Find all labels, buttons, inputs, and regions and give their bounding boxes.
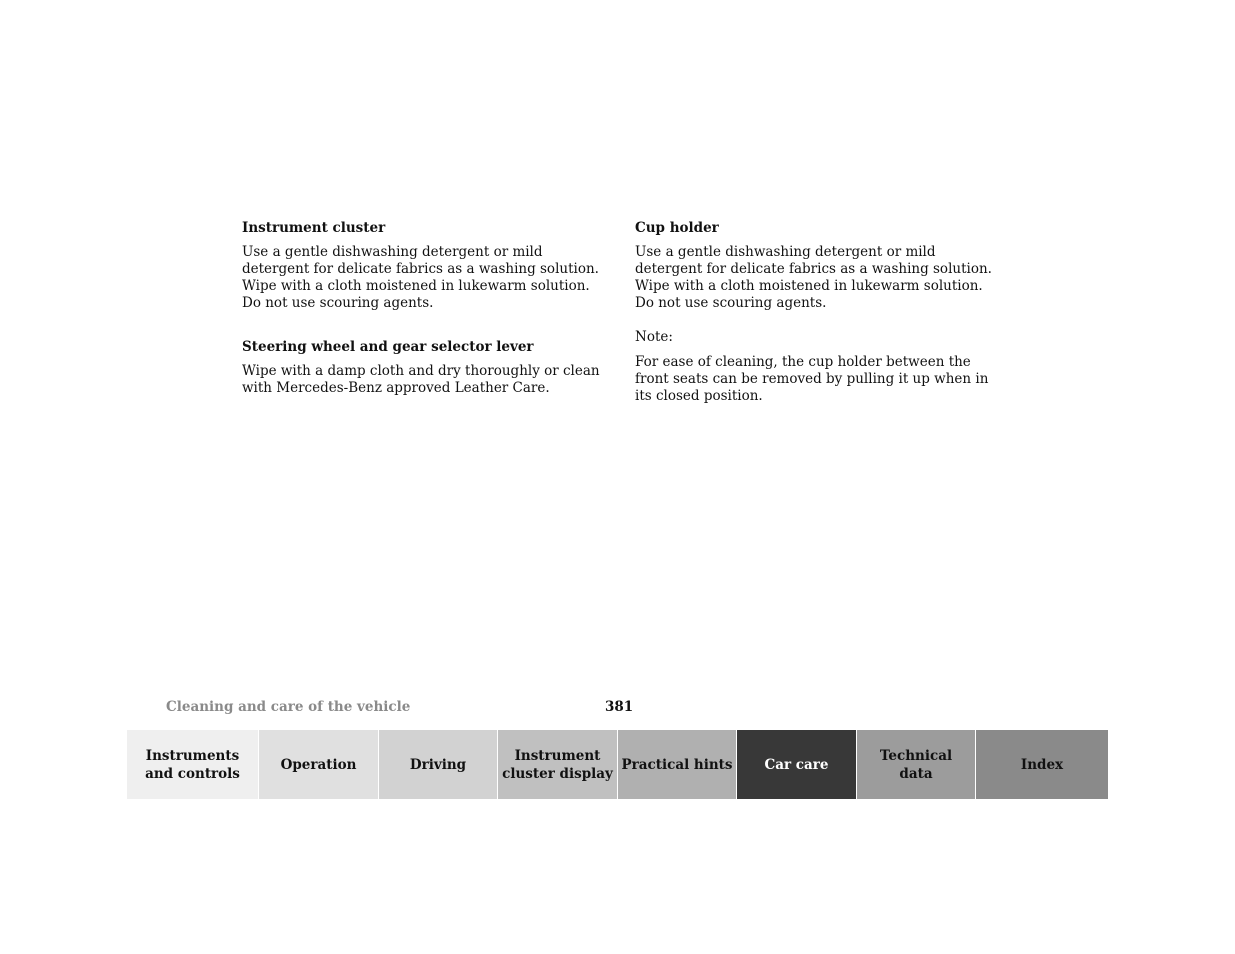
cup-holder-text: Use a gentle dishwashing detergent or mild detergent for delicate fabrics as a washing solution. Wipe with a cloth moistened in lukewarm solution. Do not use scouring agents. xyxy=(635,244,992,311)
tab-driving[interactable]: Driving xyxy=(379,730,498,799)
tab-index[interactable]: Index xyxy=(976,730,1108,799)
cup-holder-heading: Cup holder xyxy=(635,220,719,236)
tab-practical-hints[interactable]: Practical hints xyxy=(618,730,737,799)
instrument-cluster-text: Use a gentle dishwashing detergent or mild detergent for delicate fabrics as a washing solution. Wipe with a cloth moistened in lukewarm solution. Do not use scouring agents. xyxy=(242,244,599,311)
note-label: Note: xyxy=(635,329,673,345)
tab-technical-data[interactable]: Technical data xyxy=(857,730,976,799)
instrument-cluster-heading: Instrument cluster xyxy=(242,220,386,236)
right-column xyxy=(635,219,995,405)
steering-wheel-heading: Steering wheel and gear selector lever xyxy=(242,339,534,355)
tab-car-care[interactable]: Car care xyxy=(737,730,857,799)
tab-operation[interactable]: Operation xyxy=(259,730,379,799)
tab-instrument-cluster-display[interactable]: Instrument cluster display xyxy=(498,730,618,799)
tab-instruments-and-controls[interactable]: Instruments and controls xyxy=(127,730,259,799)
page-number: 381 xyxy=(605,699,634,715)
steering-wheel-text: Wipe with a damp cloth and dry thoroughly or clean with Mercedes-Benz approved Leather Care. xyxy=(242,363,600,396)
note-text: For ease of cleaning, the cup holder between the front seats can be removed by pulling it up when in its closed position. xyxy=(635,354,989,404)
left-column xyxy=(242,219,602,397)
footer-section-title: Cleaning and care of the vehicle xyxy=(166,699,411,715)
section-tab-bar xyxy=(127,730,1108,799)
